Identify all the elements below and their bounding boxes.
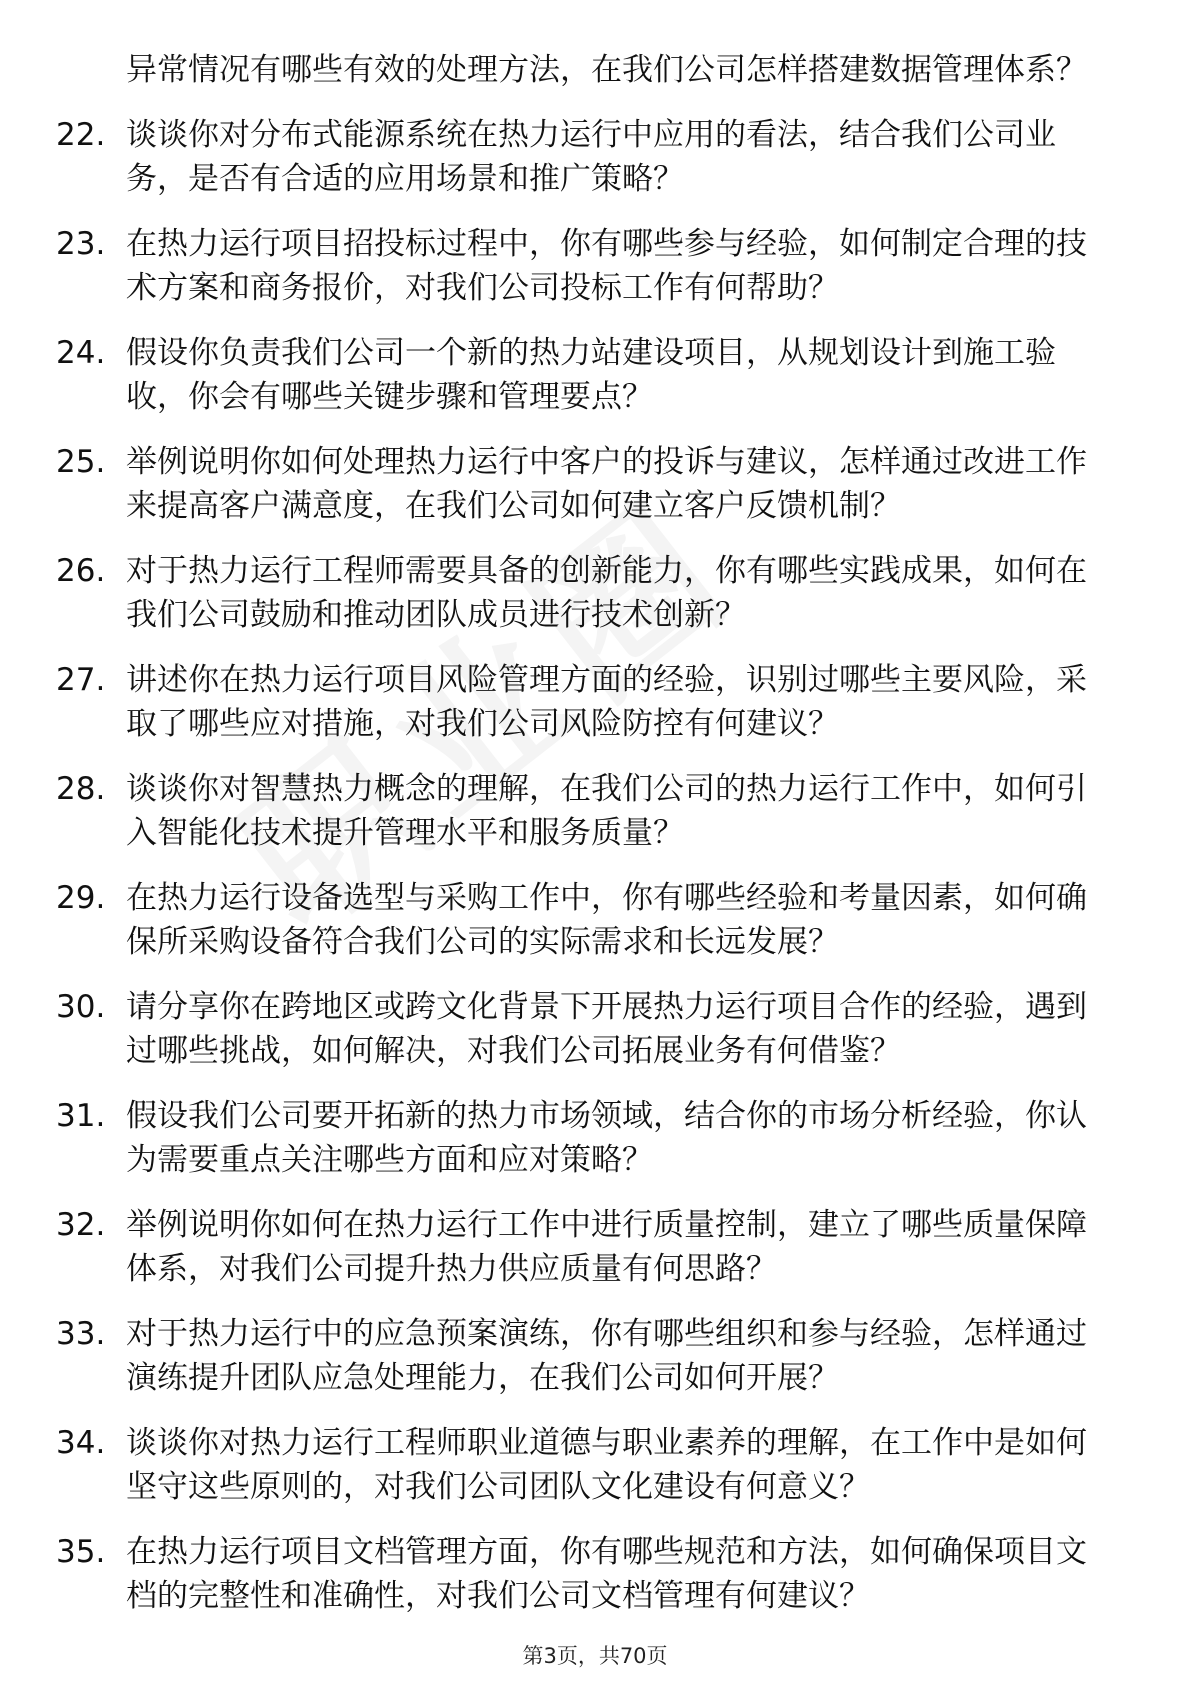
question-text: 举例说明你如何处理热力运行中客户的投诉与建议，怎样通过改进工作来提高客户满意度，在我们公司如何建立客户反馈机制？ [126,444,1087,524]
question-text: 请分享你在跨地区或跨文化背景下开展热力运行项目合作的经验，遇到过哪些挑战，如何解决，对我们公司拓展业务有何借鉴？ [126,989,1087,1069]
question-number: 28. [56,771,106,807]
question-item [56,113,1116,201]
question-item [56,440,1116,528]
question-text: 假设你负责我们公司一个新的热力站建设项目，从规划设计到施工验收，你会有哪些关键步骤和管理要点？ [126,335,1056,415]
question-number: 27. [56,662,106,698]
question-text: 讲述你在热力运行项目风险管理方面的经验，识别过哪些主要风险，采取了哪些应对措施，对我们公司风险防控有何建议？ [126,662,1087,742]
question-number: 24. [56,335,106,371]
question-text: 举例说明你如何在热力运行工作中进行质量控制，建立了哪些质量保障体系，对我们公司提升热力供应质量有何思路？ [126,1207,1087,1287]
question-text: 谈谈你对热力运行工程师职业道德与职业素养的理解，在工作中是如何坚守这些原则的，对我们公司团队文化建设有何意义？ [126,1425,1087,1505]
question-number: 34. [56,1425,106,1461]
question-item [56,1094,1116,1182]
question-number: 33. [56,1316,106,1352]
question-text: 对于热力运行工程师需要具备的创新能力，你有哪些实践成果，如何在我们公司鼓励和推动团队成员进行技术创新？ [126,553,1087,633]
question-text: 对于热力运行中的应急预案演练，你有哪些组织和参与经验，怎样通过演练提升团队应急处理能力，在我们公司如何开展？ [126,1316,1087,1396]
question-number: 29. [56,880,106,916]
question-item [56,1203,1116,1291]
question-item [56,331,1116,419]
question-text: 谈谈你对分布式能源系统在热力运行中应用的看法，结合我们公司业务，是否有合适的应用场景和推广策略？ [126,117,1056,197]
question-item [56,222,1116,310]
question-number: 22. [56,117,106,153]
question-number: 23. [56,226,106,262]
question-text: 谈谈你对智慧热力概念的理解，在我们公司的热力运行工作中，如何引入智能化技术提升管理水平和服务质量？ [126,771,1087,851]
items-container [56,113,1116,1618]
question-text: 在热力运行设备选型与采购工作中，你有哪些经验和考量因素，如何确保所采购设备符合我们公司的实际需求和长远发展？ [126,880,1087,960]
continued-question-text: 异常情况有哪些有效的处理方法，在我们公司怎样搭建数据管理体系？ [126,52,1087,88]
question-item [56,985,1116,1073]
question-text: 在热力运行项目文档管理方面，你有哪些规范和方法，如何确保项目文档的完整性和准确性，对我们公司文档管理有何建议？ [126,1534,1087,1614]
question-item [56,876,1116,964]
question-number: 35. [56,1534,106,1570]
question-number: 30. [56,989,106,1025]
question-number: 25. [56,444,106,480]
question-number: 32. [56,1207,106,1243]
question-text: 假设我们公司要开拓新的热力市场领域，结合你的市场分析经验，你认为需要重点关注哪些方面和应对策略？ [126,1098,1087,1178]
question-number: 26. [56,553,106,589]
question-item [56,1312,1116,1400]
question-item [56,767,1116,855]
question-item [56,658,1116,746]
question-number: 31. [56,1098,106,1134]
question-item [56,1530,1116,1618]
question-list [56,48,1116,1639]
question-item [56,549,1116,637]
page-footer: 第3页，共70页 [522,1644,668,1668]
question-text: 在热力运行项目招投标过程中，你有哪些参与经验，如何制定合理的技术方案和商务报价，对我们公司投标工作有何帮助？ [126,226,1087,306]
question-item [56,1421,1116,1509]
